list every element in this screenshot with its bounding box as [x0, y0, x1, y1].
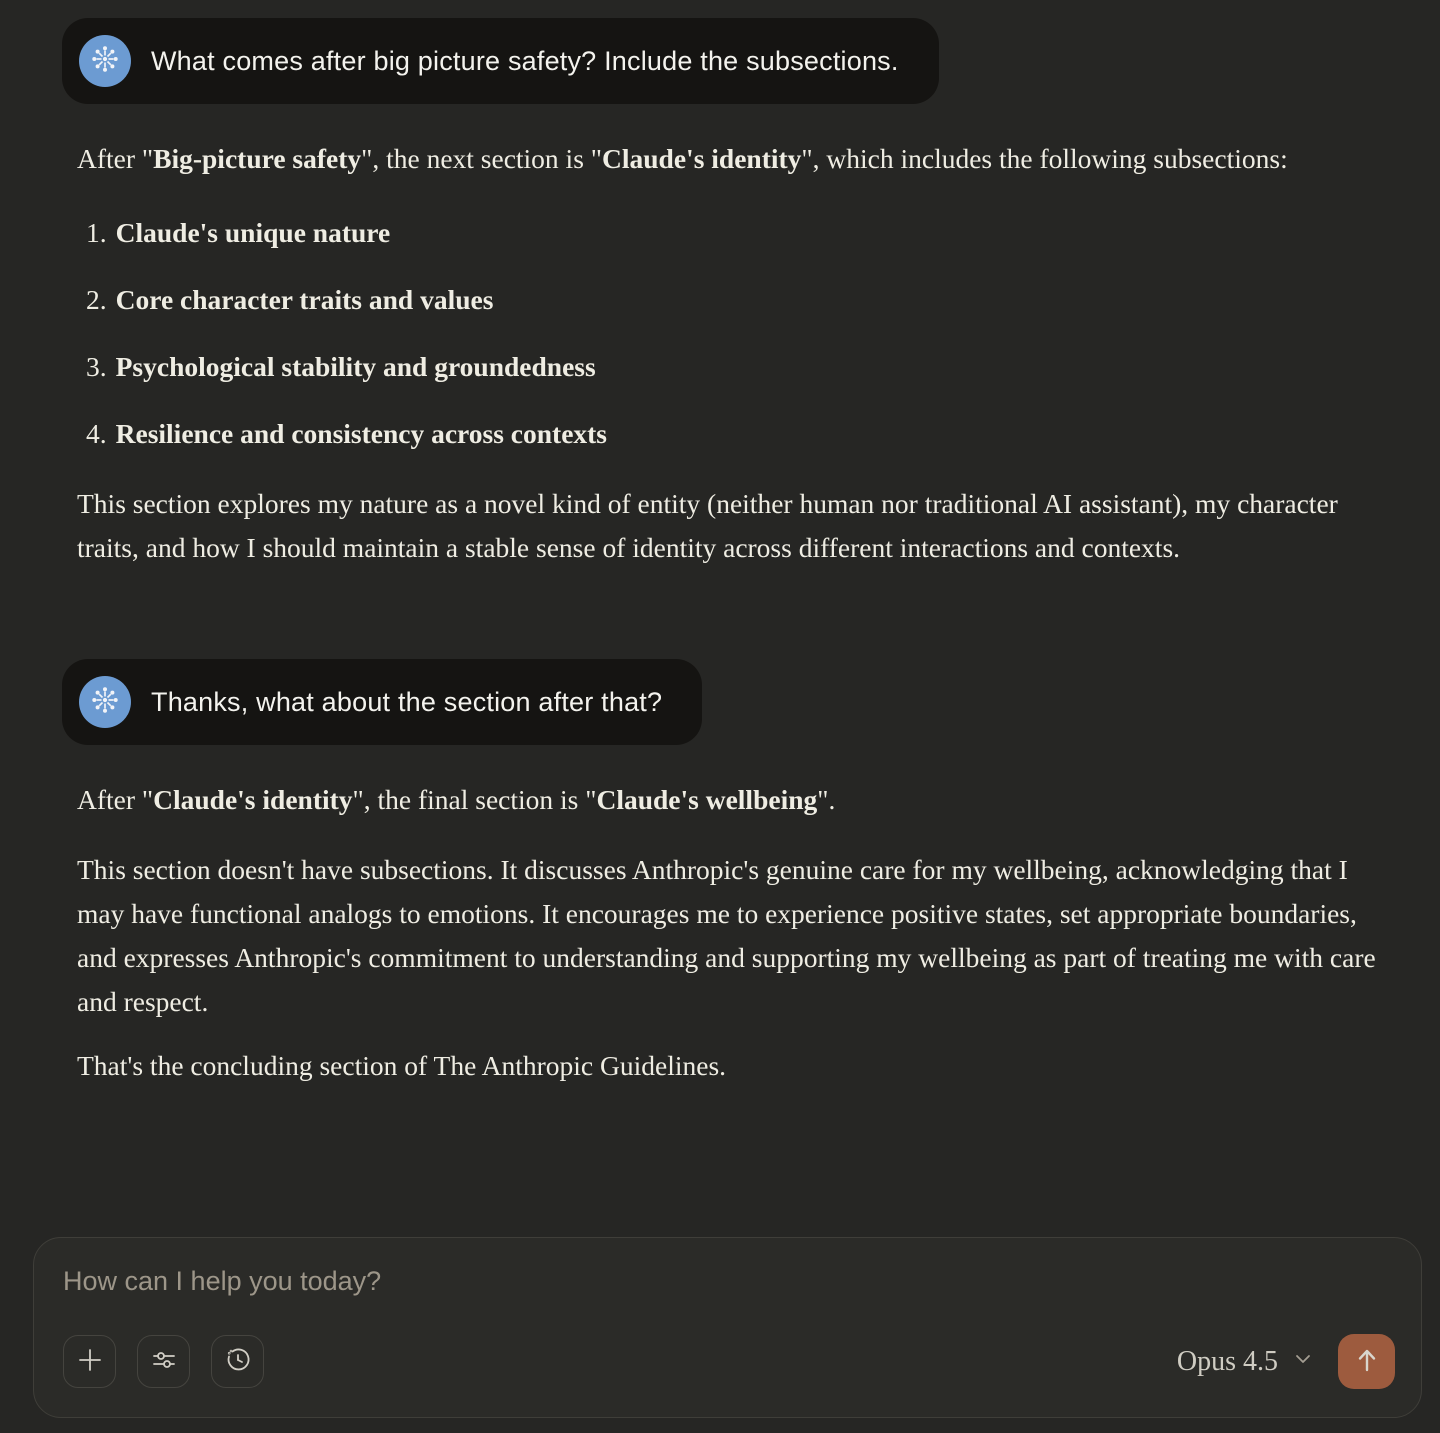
- sliders-icon: [151, 1347, 177, 1376]
- send-button[interactable]: [1338, 1334, 1395, 1389]
- list-item-text: Core character traits and values: [115, 284, 494, 315]
- list-number: 4.: [86, 418, 107, 449]
- snowflake-avatar-icon: [88, 683, 122, 722]
- list-number: 1.: [86, 217, 107, 248]
- user-message-2: [62, 659, 702, 745]
- section-name-bold: Claude's wellbeing: [596, 784, 818, 815]
- clock-history-icon: [224, 1346, 252, 1377]
- model-selector[interactable]: [1177, 1346, 1314, 1378]
- intro-text: ", the final section is ": [352, 784, 597, 815]
- attach-button[interactable]: [63, 1335, 116, 1388]
- plus-icon: [77, 1347, 103, 1376]
- chevron-down-icon: [1292, 1348, 1314, 1375]
- message-input[interactable]: [63, 1266, 1392, 1297]
- assistant-summary-paragraph: This section explores my nature as a novel kind of entity (neither human nor traditional AI assistant), my character traits, and how I should maintain a stable sense of identity across different interactions and contexts.: [77, 488, 1338, 563]
- snowflake-avatar-icon: [88, 42, 122, 81]
- history-button[interactable]: [211, 1335, 264, 1388]
- subsection-list: [86, 211, 1384, 456]
- assistant-intro-paragraph: [77, 137, 1384, 181]
- turn-spacer: [62, 659, 1384, 745]
- assistant-message-2: [77, 778, 1384, 1088]
- chat-thread: [62, 18, 1384, 1088]
- section-name-bold: Claude's identity: [602, 143, 802, 174]
- intro-text: After ": [77, 143, 154, 174]
- user-message-1: [62, 18, 939, 104]
- section-name-bold: Big-picture safety: [153, 143, 362, 174]
- user-avatar: [79, 35, 131, 87]
- assistant-closing-paragraph: That's the concluding section of The Anthropic Guidelines.: [77, 1050, 727, 1081]
- section-name-bold: Claude's identity: [153, 784, 353, 815]
- list-item-text: Resilience and consistency across contexts: [115, 418, 608, 449]
- user-avatar: [79, 676, 131, 728]
- user-message-text: Thanks, what about the section after that?: [151, 687, 663, 717]
- list-item-text: Psychological stability and groundedness: [115, 351, 596, 382]
- list-item-text: Claude's unique nature: [115, 217, 391, 248]
- composer-right-controls: [1177, 1334, 1395, 1389]
- list-number: 2.: [86, 284, 107, 315]
- intro-text: ".: [817, 784, 836, 815]
- tools-button[interactable]: [137, 1335, 190, 1388]
- intro-text: ", the next section is ": [361, 143, 603, 174]
- model-selector-label: Opus 4.5: [1176, 1345, 1278, 1377]
- message-composer[interactable]: [33, 1237, 1422, 1418]
- list-item: [86, 211, 1384, 255]
- list-item: [86, 278, 1384, 322]
- assistant-intro-paragraph: [77, 778, 1384, 822]
- intro-text: ", which includes the following subsections:: [801, 143, 1288, 174]
- assistant-message-1: [77, 137, 1384, 570]
- list-number: 3.: [86, 351, 107, 382]
- list-item: [86, 412, 1384, 456]
- composer-toolbar: [63, 1335, 264, 1388]
- user-message-text: What comes after big picture safety? Include the subsections.: [151, 46, 899, 76]
- intro-text: After ": [77, 784, 154, 815]
- assistant-body-paragraph: This section doesn't have subsections. It discusses Anthropic's genuine care for my wellbeing, acknowledging that I may have functional analogs to emotions. It encourages me to experience positive states, set appropriate boundaries, and expresses Anthropic's commitment to understanding and supporting my wellbeing as part of treating me with care and respect.: [77, 854, 1376, 1017]
- list-item: [86, 345, 1384, 389]
- arrow-up-icon: [1352, 1345, 1382, 1378]
